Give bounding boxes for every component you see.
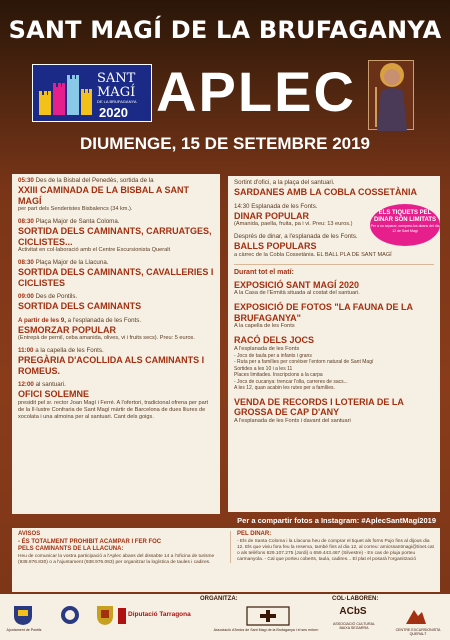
during-sub: A la capella de les Fonts (234, 323, 295, 329)
schedule-info: al santuari. (35, 381, 66, 388)
schedule-info: Des de la Bisbal del Penedès, sortida de la (35, 177, 154, 184)
organitza-label: ORGANITZA: (200, 596, 238, 602)
event-date: DIUMENGE, 15 DE SETEMBRE 2019 (79, 134, 371, 153)
during-head: EXPOSICIÓ SANT MAGÍ 2020 (234, 279, 360, 290)
during-item (234, 335, 434, 392)
schedule-item (18, 317, 214, 343)
page-title: SANT MAGÍ DE LA BRUFAGANYA (8, 16, 442, 44)
aplec-heading: APLEC (156, 60, 356, 123)
diputacio-mark-icon (118, 608, 126, 624)
list-item: Places limitades. Inscripcions a la carpa (234, 372, 323, 378)
schedule-info: a l'esplanada de les Fonts. (67, 316, 142, 324)
schedule-item (234, 179, 434, 198)
schedule-info: Després de dinar, a l'esplanada de les Fonts. (234, 233, 358, 240)
tickets-badge (370, 204, 440, 246)
schedule-item (18, 259, 214, 288)
during-sub: A l'esplanada de les Fonts (234, 345, 300, 352)
avisos-title: AVISOS (18, 531, 41, 537)
instagram-hashtag: Per a compartir fotos a Instagram: #AplecSantMagí2019 (237, 516, 436, 525)
notices-right (230, 531, 434, 563)
dinar-body: - Els de Santa Coloma i la Llacuna heu de comprar el tiquet als forns Pujo fins al dijous dia 12. Els que viviu fora feu la reserva, també fins al dia 12, al correu: amicssantmagi@tinet.cat o als telèfons 629.107.275 (Jordi) o 659.443.467 (Silvestre) - En cas de pluja porteu carmanyola. - Cal que porteu coberts, taula, cadires... El plat el posarà l'organització (237, 538, 434, 563)
badge-note: Per a no separar, compreu-los abans del dia 12 de Sant Magí (370, 224, 440, 233)
mountain-icon (404, 604, 428, 626)
during-label: Durant tot el matí: (234, 268, 294, 276)
schedule-head: XXIII CAMINADA DE LA BISBAL A SANT MAGÍ (18, 185, 190, 206)
schedule-sub: Activitat en col·laboració amb el Centre Excursionista Queralt (18, 247, 171, 253)
during-head: EXPOSICIÓ DE FOTOS "LA FAUNA DE LA BRUFAGANYA" (234, 302, 413, 323)
shield-icon (12, 604, 34, 626)
crest-icon (96, 604, 114, 626)
schedule-head: PREGÀRIA D'ACOLLIDA ALS CAMINANTS I ROMEUS. (18, 355, 205, 376)
divider (234, 264, 434, 265)
ajuntament-label: Ajuntament de Pontils (6, 628, 42, 632)
schedule-item (18, 218, 214, 254)
schedule-item (18, 381, 214, 421)
schedule-time: 08:30 (18, 259, 34, 266)
schedule-head: SARDANES AMB LA COBLA COSSETÀNIA (234, 187, 418, 197)
logo-year: 2020 (99, 105, 128, 120)
footer (0, 594, 450, 640)
badge-title: ELS TIQUETS PEL DINAR SÓN LIMITATS (373, 210, 437, 223)
schedule-sub: a càrrec de la Cobla Cossetània. EL BALL PLA DE SANT MAGÍ (234, 251, 392, 258)
schedule-info: Sortint d'ofici, a la plaça del santuari. (234, 179, 335, 186)
logo-text-magi: MAGÍ (97, 85, 136, 100)
schedule-info: a la capella de les Fonts. (35, 347, 104, 354)
schedule-info: Des de Pontils. (35, 293, 78, 300)
schedule-head: SORTIDA DELS CAMINANTS, CARRUATGES, CICLISTES... (18, 226, 212, 247)
pels-body: Heu de comunicar la vostra participació a l'Aplec abans del dissabte 14 a l'oficina de turisme (938.976.830) o a l'ajuntament (938.976.063) per organitzar la logística de taules i cadires. (18, 553, 215, 565)
schedule-head: BALLS POPULARS (234, 241, 317, 251)
schedule-head: SORTIDA DELS CAMINANTS (18, 301, 142, 311)
acbs-logo: ACbS (339, 606, 367, 617)
schedule-info: Plaça Major de Santa Coloma. (35, 218, 120, 225)
schedule-sub: per part dels Senderistes Bisbalencs (34 km.). (18, 206, 133, 212)
schedule-head: SORTIDA DELS CAMINANTS, CAVALLERIES I CICLISTES (18, 267, 214, 288)
during-item (234, 280, 434, 298)
castle-icon (37, 73, 93, 117)
schedule-item (18, 177, 214, 213)
saint-image (368, 60, 414, 130)
schedule-left-panel (12, 174, 220, 514)
schedule-time: 12:00 (18, 381, 34, 388)
schedule-sub: (Entrepà de pernil, ceba amanida, olives, vi i fruits secs). Preu: 5 euros. (18, 335, 195, 341)
during-sub: A la Casa de l'Ermità situada al costat del santuari. (234, 290, 360, 296)
acbs-label: ASSOCIACIÓ CULTURAL BAIXA SEGARRA (332, 622, 376, 631)
notices-panel (12, 528, 440, 592)
list-item: Sortides a les 10 i a les 11 (234, 365, 293, 372)
logo-text-sub: DE LA BRUFAGANYA (97, 99, 137, 104)
schedule-head: DINAR POPULAR (234, 210, 310, 221)
schedule-item (18, 347, 214, 376)
schedule-time: 11:00 (18, 347, 34, 354)
schedule-sub: (Amanida, paella, fruita, pa i vi. Preu: 13 euros.) (234, 221, 353, 227)
logo-sant-magi-2020 (32, 64, 152, 122)
notices-left (18, 531, 222, 566)
list-item: - Jocs de cucanya: trencar l'olla, carreres de sacs... (234, 378, 348, 385)
schedule-head: ESMORZAR POPULAR (18, 324, 117, 335)
schedule-sub: presidit pel sr. rector Joan Magí i Ferré. A l'ofertori, tradicional ofrena per part de la Il·lustre Confraria de Sant Magí màrtir de Barcelona de dues lliures de xocolata i una almoina per al santuari. Cant dels goigs. (18, 399, 209, 420)
list-item: A les 12, quan acabin les rutes per a famílies. (234, 385, 335, 391)
colaboren-label: COL·LABOREN: (332, 596, 379, 602)
saint-figure-icon (369, 61, 415, 131)
seal-icon (60, 604, 80, 626)
during-head: VENDA DE RECORDS I LOTERIA DE LA GROSSA DE CAP D'ANY (234, 396, 404, 417)
logo-text-sant: SANT (97, 71, 136, 86)
schedule-info: Plaça Major de la Llacuna. (35, 259, 109, 266)
schedule-info: 14:30 Esplanada de les Fonts. (234, 202, 318, 210)
schedule-item (18, 293, 214, 312)
schedule-time: 09:00 (18, 293, 34, 300)
avisos-head: - ÉS TOTALMENT PROHIBIT ACAMPAR I FER FOC (18, 538, 162, 545)
dinar-title: PEL DINAR: (237, 531, 272, 537)
during-head: RACÓ DELS JOCS (234, 335, 315, 345)
schedule-time: 08:30 (18, 218, 34, 225)
pels-title: PELS CAMINANTS DE LA LLACUNA: (18, 546, 124, 552)
amics-label: Associació d'Amics de Sant Magí de la Brufaganya i el seu entorn (213, 628, 319, 632)
amics-logo-icon (246, 606, 290, 626)
list-item: - Ruta per a famílies per conèixer l'entorn natural de Sant Magí (234, 359, 374, 365)
during-item (234, 302, 434, 330)
list-item: - Jocs de taula per a infants i grans (234, 352, 312, 359)
ceq-label: CENTRE EXCURSIONISTA QUERALT (395, 628, 441, 637)
during-sub: A l'esplanada de les Fonts i davant del santuari (234, 417, 351, 424)
during-item (234, 397, 434, 425)
schedule-time: A partir de les 9, (18, 316, 66, 324)
schedule-head: OFICI SOLEMNE (18, 389, 90, 399)
diputacio-label: Diputació Tarragona (128, 611, 191, 618)
schedule-time: 05:30 (18, 177, 34, 184)
